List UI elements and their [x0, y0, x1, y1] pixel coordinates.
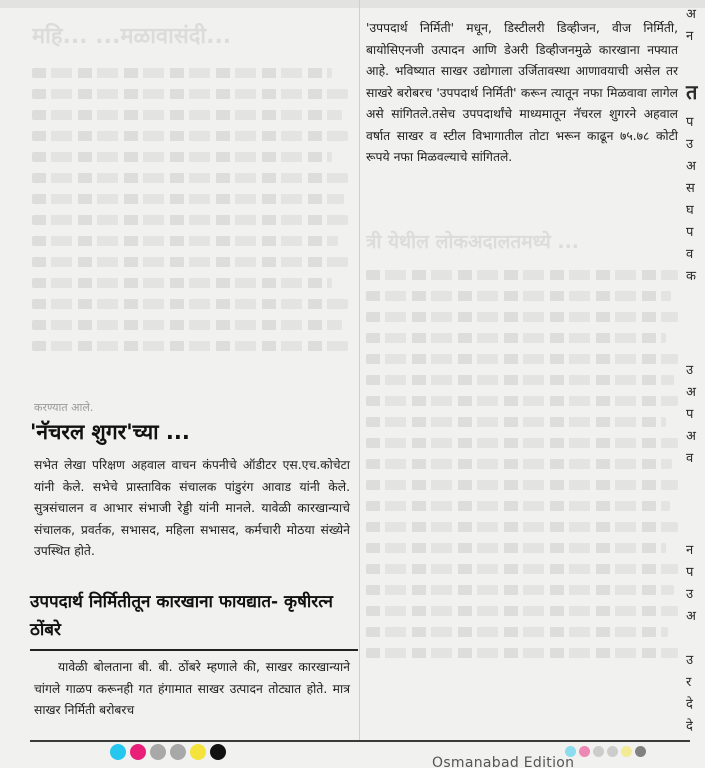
edge-char: अ: [686, 385, 696, 400]
gray-mark: [170, 744, 186, 760]
faded-mid-column: [366, 228, 678, 733]
edge-char: उ: [686, 137, 694, 152]
yellow-mark: [190, 744, 206, 760]
color-registration-marks: [110, 744, 226, 760]
edge-char: क: [686, 269, 696, 284]
faded-left-heading: महि... ...मळावासंदी...: [32, 24, 232, 49]
black-mark: [635, 746, 646, 757]
edge-char: अ: [686, 609, 696, 624]
faded-left-tail: करण्यात आले.: [34, 401, 94, 414]
black-mark: [210, 744, 226, 760]
gray-mark: [593, 746, 604, 757]
natural-sugar-paragraph: सभेत लेखा परिक्षण अहवाल वाचन कंपनीचे ऑडीटर एस.एच.कोचेटा यांनी केले. सभेचे प्रास्ताविक संचालक पांडुरंग आवाड यांनी केले. सुत्रसंचालन व आभार संभाजी रेड्डी यांनी मानले. यावेळी कारखान्याचे संचालक, प्रवर्तक, सभासद, महिला सभासद, कर्मचारी मोठया संख्येने उपस्थित होते.: [34, 458, 350, 558]
edge-char: व: [686, 451, 694, 466]
subheading-rule: [30, 649, 358, 651]
right-edge-column: [684, 0, 705, 768]
gray-mark: [607, 746, 618, 757]
edge-char: दे: [686, 719, 693, 734]
edge-char: अ: [686, 7, 696, 22]
cyan-mark: [110, 744, 126, 760]
faded-left-column: [32, 20, 350, 420]
edge-char: र: [686, 675, 692, 690]
edge-char: न: [686, 29, 694, 44]
gray-mark: [150, 744, 166, 760]
edge-char: प: [686, 565, 694, 580]
edge-char: अ: [686, 159, 696, 174]
edge-char: उ: [686, 653, 694, 668]
edge-char: अ: [686, 429, 696, 444]
edge-char: उ: [686, 363, 694, 378]
edge-char: उ: [686, 587, 694, 602]
edge-char: स: [686, 181, 695, 196]
edge-char: प: [686, 115, 694, 130]
edge-char: दे: [686, 697, 693, 712]
edge-char: त: [686, 80, 698, 104]
edge-char: न: [686, 543, 694, 558]
bottom-rule: [30, 740, 690, 742]
edition-label: Osmanabad Edition: [432, 755, 575, 768]
top-strip: [0, 0, 705, 8]
edge-char: घ: [686, 203, 694, 218]
magenta-mark: [579, 746, 590, 757]
subheading-paragraph: यावेळी बोलताना बी. बी. ठोंबरे म्हणाले की, साखर कारखान्याने चांगले गाळप करूनही गत हंगामात साखर उत्पादन तोट्यात होते. मात्र साखर निर्मिती बरोबरच: [34, 660, 350, 717]
natural-sugar-heading: 'नॅचरल शुगर'च्या ...: [30, 420, 190, 444]
mid-column-paragraph: 'उपपदार्थ निर्मिती' मधून, डिस्टीलरी डिव्हीजन, वीज निर्मिती, बायोसिएनजी उत्पादन आणि डेअरी डिव्हीजनमुळे कारखाना नफ्यात आहे. भविष्यात साखर उद्योगाला उर्जितावस्था आणावयाची असेल तर साखरे बरोबरच 'उपपदार्थ निर्मिती' करून त्यातून नफा मिळवावा लागेल असे सांगितले.तसेच उपपदार्थांचे माध्यमातून नॅचरल शुगरने अहवाल वर्षात साखर व स्टील विभागातील तोटा भरून काढून ७५.७८ कोटी रूपये नफा मिळवल्याचे सांगितले.: [366, 21, 678, 164]
edge-char: व: [686, 247, 694, 262]
faded-registration-marks: [565, 746, 646, 757]
edge-char: प: [686, 407, 694, 422]
edge-char: प: [686, 225, 694, 240]
faded-mid-heading: त्री येथील लोकअदालतमध्ये ...: [366, 231, 580, 253]
magenta-mark: [130, 744, 146, 760]
yellow-mark: [621, 746, 632, 757]
section-subheading: उपपदार्थ निर्मितीतून कारखाना फायद्यात- कृषीरत्न ठोंबरे: [30, 592, 333, 640]
